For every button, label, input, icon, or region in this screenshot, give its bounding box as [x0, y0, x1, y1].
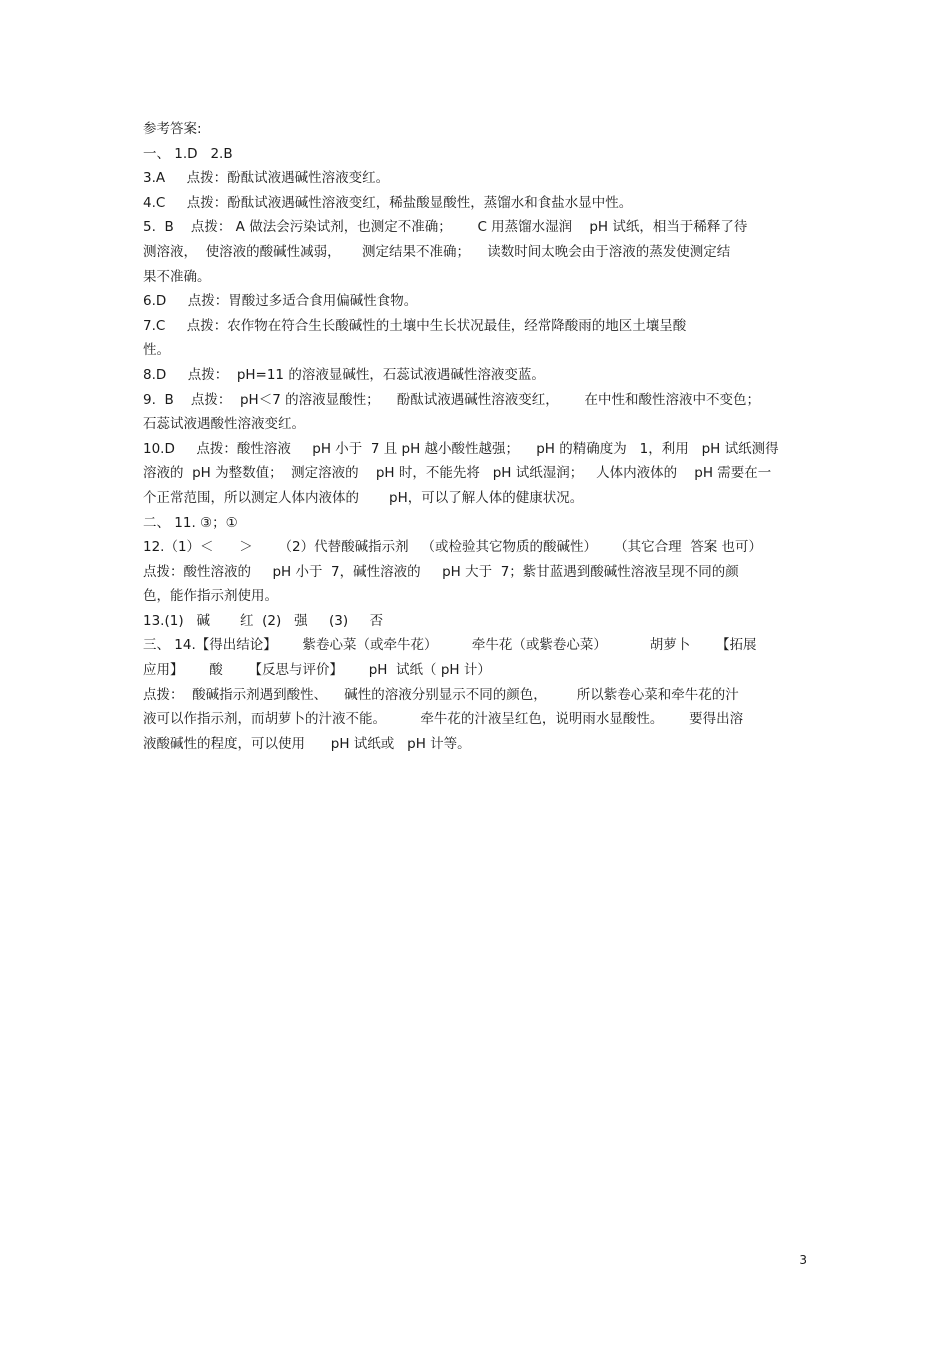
answer-14-line-5: 液酸碱性的程度，可以使用 pH 试纸或 pH 计等。 — [143, 735, 471, 752]
answer-14-line-2: 应用】 酸 【反思与评价】 pH 试纸（ pH 计） — [143, 662, 491, 679]
answer-10-line-1: 10.D 点拨：酸性溶液 pH 小于 7 且 pH 越小酸性越强； pH 的精确度为 1，利用 pH 试纸测得 — [143, 440, 779, 457]
section-1-answers-1-2: 一、 1.D 2.B — [143, 145, 233, 162]
answer-14-line-3: 点拨： 酸碱指示剂遇到酸性、 碱性的溶液分别显示不同的颜色， 所以紫卷心菜和牵牛花的汁 — [143, 686, 739, 703]
answer-12-line-1: 12.（1）＜ ＞ （2）代替酸碱指示剂 （或检验其它物质的酸碱性） （其它合理 答案 也可） — [143, 539, 763, 556]
answer-10-line-2: 溶液的 pH 为整数值； 测定溶液的 pH 时，不能先将 pH 试纸湿润； 人体内液体的 pH 需要在一 — [143, 465, 772, 482]
answer-4: 4.C 点拨：酚酞试液遇碱性溶液变红，稀盐酸显酸性，蒸馏水和食盐水显中性。 — [143, 194, 633, 211]
answer-3: 3.A 点拨：酚酞试液遇碱性溶液变红。 — [143, 170, 390, 187]
section-2-answer-11: 二、 11. ③；① — [143, 514, 238, 531]
answer-5-line-1: 5. B 点拨： A 做法会污染试剂，也测定不准确； C 用蒸馏水湿润 pH 试纸，相当于稀释了待 — [143, 219, 748, 236]
answer-10-line-3: 个正常范围，所以测定人体内液体的 pH，可以了解人体的健康状况。 — [143, 489, 584, 506]
answer-9-line-1: 9. B 点拨： pH＜7 的溶液显酸性； 酚酞试液遇碱性溶液变红， 在中性和酸性溶液中不变色； — [143, 391, 760, 408]
answer-7-line-2: 性。 — [143, 342, 170, 359]
answer-key — [143, 117, 808, 756]
answer-12-line-2: 点拨：酸性溶液的 pH 小于 7，碱性溶液的 pH 大于 7；紫甘蓝遇到酸碱性溶液呈现不同的颜 — [143, 563, 739, 580]
answer-13: 13.(1) 碱 红 (2) 强 (3) 否 — [143, 612, 384, 629]
section-3-answer-14-line-1: 三、 14.【得出结论】 紫卷心菜（或牵牛花） 牵牛花（或紫卷心菜） 胡萝卜 【拓展 — [143, 637, 757, 654]
answer-5-line-3: 果不准确。 — [143, 268, 211, 285]
answer-14-line-4: 液可以作指示剂，而胡萝卜的汁液不能。 牵牛花的汁液呈红色，说明雨水显酸性。 要得出溶 — [143, 711, 744, 728]
answer-5-line-2: 测溶液， 使溶液的酸碱性减弱， 测定结果不准确； 读数时间太晚会由于溶液的蒸发使测定结 — [143, 243, 731, 260]
answer-9-line-2: 石蕊试液遇酸性溶液变红。 — [143, 416, 305, 433]
answer-7-line-1: 7.C 点拨：农作物在符合生长酸碱性的土壤中生长状况最佳，经常降酸雨的地区土壤呈酸 — [143, 317, 687, 334]
answer-6: 6.D 点拨：胃酸过多适合食用偏碱性食物。 — [143, 293, 418, 310]
answer-8: 8.D 点拨： pH=11 的溶液显碱性，石蕊试液遇碱性溶液变蓝。 — [143, 366, 545, 383]
answer-12-line-3: 色，能作指示剂使用。 — [143, 588, 278, 605]
answer-heading: 参考答案: — [143, 121, 202, 137]
page-number: 3 — [799, 1253, 807, 1267]
